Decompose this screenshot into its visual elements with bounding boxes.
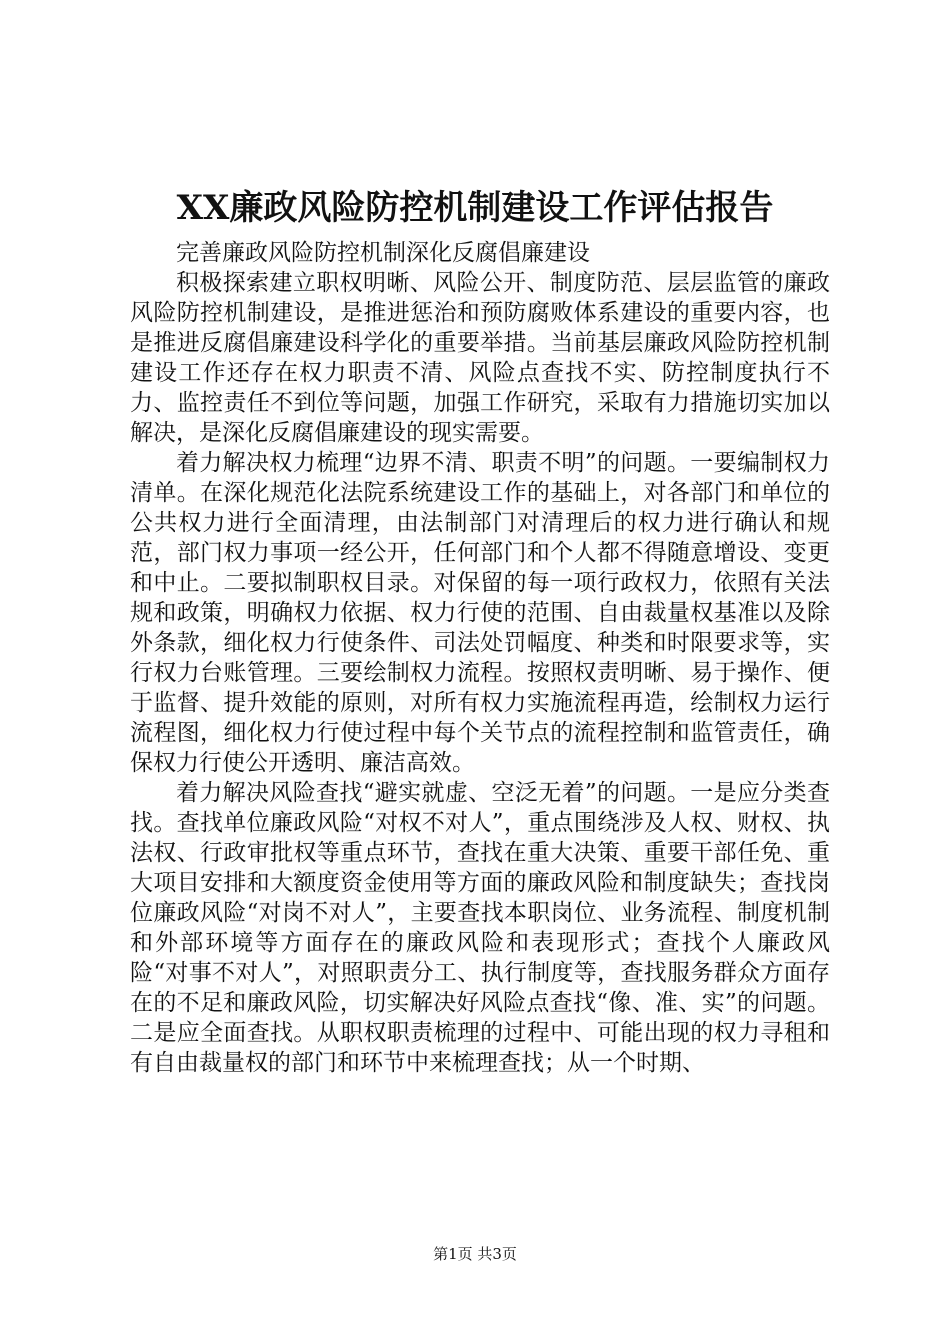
body-paragraph: 着力解决风险查找“避实就虚、空泛无着”的问题。一是应分类查找。查找单位廉政风险“对权不对人”，重点围绕涉及人权、财权、执法权、行政审批权等重点环节，查找在重大决策、重要干部任免、重大项目安排和大额度资金使用等方面的廉政风险和制度缺失；查找岗位廉政风险“对岗不对人”，主要查找本职岗位、业务流程、制度机制和外部环境等方面存在的廉政风险和表现形式；查找个人廉政风险“对事不对人”，对照职责分工、执行制度等，查找服务群众方面存在的不足和廉政风险，切实解决好风险点查找“像、准、实”的问题。二是应全面查找。从职权职责梳理的过程中、可能出现的权力寻租和有自由裁量权的部门和环节中来梳理查找；从一个时期、 [130,780,830,1076]
document-body [130,238,830,1078]
document-title: XX廉政风险防控机制建设工作评估报告 [176,188,774,228]
body-paragraph: 着力解决权力梳理“边界不清、职责不明”的问题。一要编制权力清单。在深化规范化法院系统建设工作的基础上，对各部门和单位的公共权力进行全面清理，由法制部门对清理后的权力进行确认和规范，部门权力事项一经公开，任何部门和个人都不得随意增设、变更和中止。二要拟制职权目录。对保留的每一项行政权力，依照有关法规和政策，明确权力依据、权力行使的范围、自由裁量权基准以及除外条款，细化权力行使条件、司法处罚幅度、种类和时限要求等，实行权力台账管理。三要绘制权力流程。按照权责明晰、易于操作、便于监督、提升效能的原则，对所有权力实施流程再造，绘制权力运行流程图，细化权力行使过程中每个关节点的流程控制和监管责任，确保权力行使公开透明、廉洁高效。 [130,450,830,776]
body-paragraph: 积极探索建立职权明晰、风险公开、制度防范、层层监管的廉政风险防控机制建设，是推进惩治和预防腐败体系建设的重要内容，也是推进反腐倡廉建设科学化的重要举措。当前基层廉政风险防控机制建设工作还存在权力职责不清、风险点查找不实、防控制度执行不力、监控责任不到位等问题，加强工作研究，采取有力措施切实加以解决，是深化反腐倡廉建设的现实需要。 [130,270,830,446]
page-footer: 第1页 共3页 [433,1245,517,1263]
subtitle-paragraph: 完善廉政风险防控机制深化反腐倡廉建设 [176,240,590,266]
